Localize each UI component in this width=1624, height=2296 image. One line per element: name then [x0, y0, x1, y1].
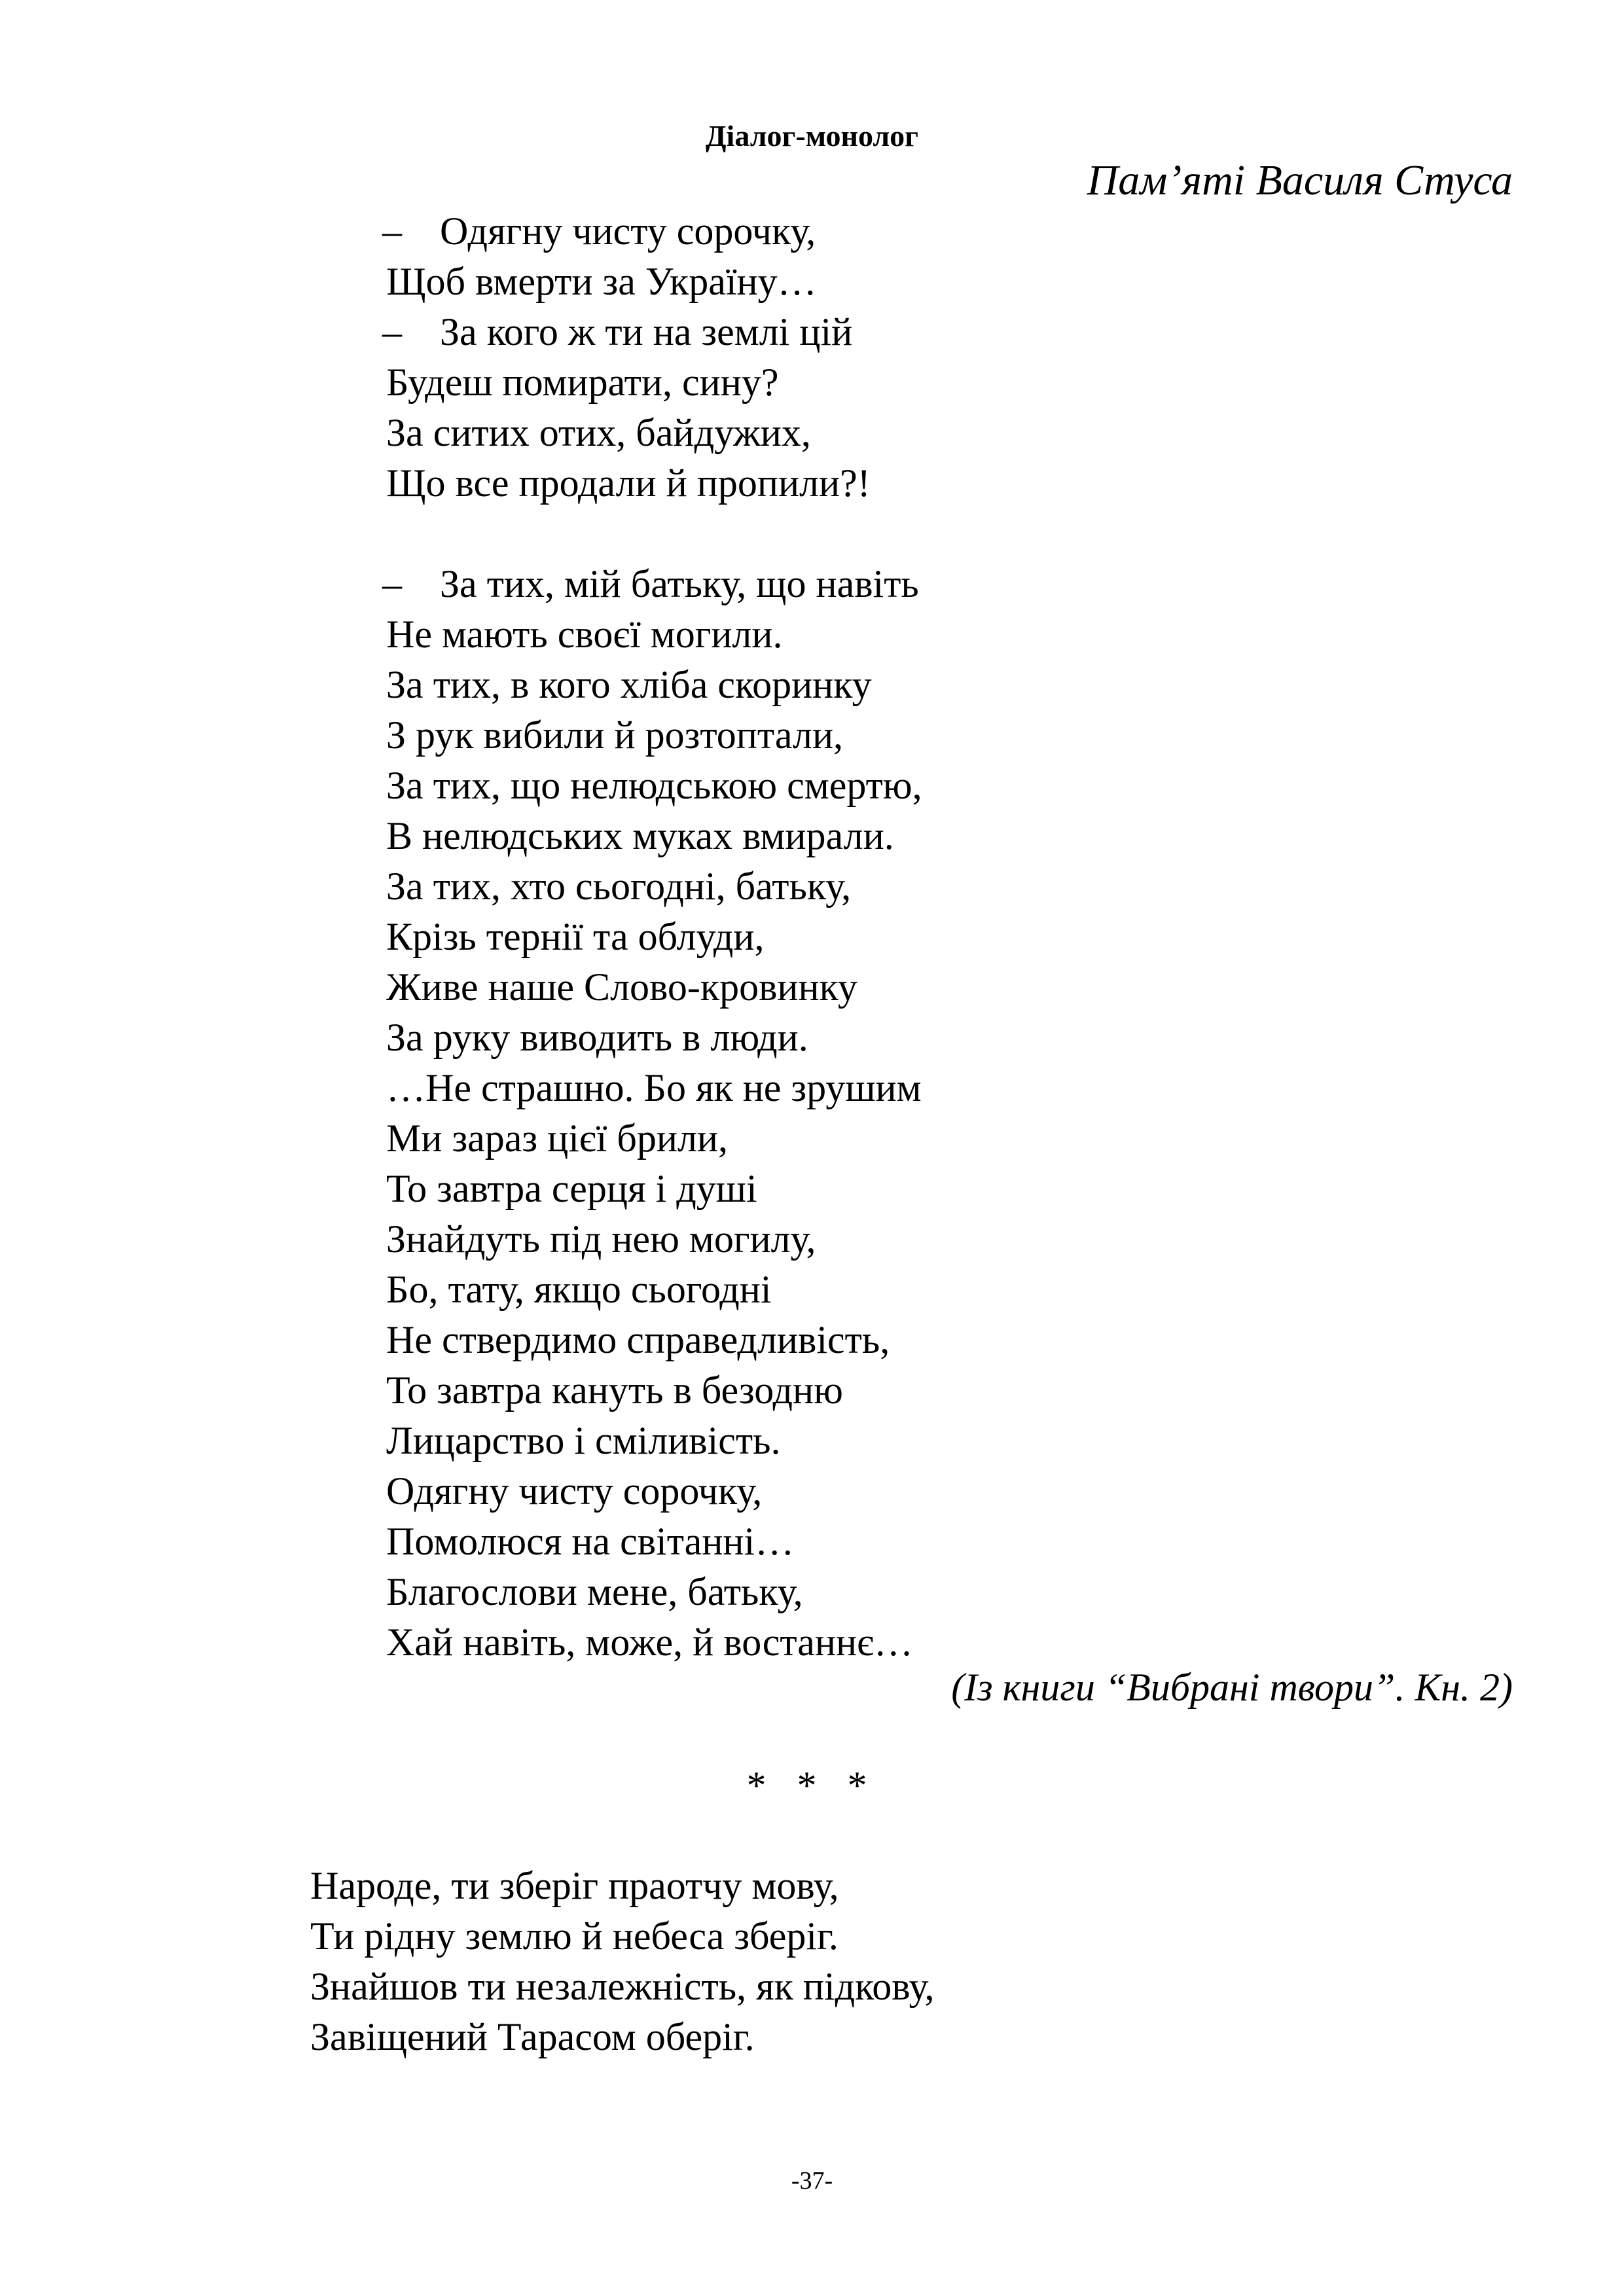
stanza [382, 559, 922, 1668]
poem-line [386, 1214, 922, 1265]
poem-line-text: За руку виводить в люди. [386, 1016, 808, 1059]
poem-untitled [310, 1861, 935, 2062]
poem-line [386, 257, 922, 307]
poem-line [386, 1164, 922, 1214]
poem-dialog-monolog [382, 206, 922, 1668]
poem-line [386, 458, 922, 509]
poem-line [386, 660, 922, 710]
poem-line-text: Не мають своєї могили. [386, 613, 783, 656]
poem-line [386, 1315, 922, 1365]
poem-line [386, 1113, 922, 1164]
poem-line-text: За тих, хто сьогодні, батьку, [386, 865, 852, 908]
poem-line [386, 357, 922, 408]
poem-line [386, 1617, 922, 1668]
poem-line-text: Ми зараз цієї брили, [386, 1117, 729, 1160]
poem-line-text: В нелюдських муках вмирали. [386, 814, 894, 857]
poem-dedication: Пам’яті Василя Стуса [1087, 156, 1513, 204]
poem-line [386, 408, 922, 458]
poem-line [386, 1063, 922, 1113]
poem-line-text: Будеш помирати, сину? [386, 361, 779, 404]
poem-line-text: Живе наше Слово-кровинку [386, 965, 857, 1009]
poem-line-text: За кого ж ти на землі цій [440, 310, 853, 353]
poem-line-text: Хай навіть, може, й востаннє… [386, 1621, 913, 1664]
source-citation: (Із книги “Вибрані твори”. Кн. 2) [951, 1666, 1513, 1709]
page-number: -37- [791, 2167, 833, 2195]
poem-line-text: Одягну чисту сорочку, [440, 209, 816, 253]
poem-line-text: То завтра кануть в безодню [386, 1369, 843, 1412]
poem-line-text: За тих, в кого хліба скоринку [386, 663, 872, 706]
poem-line: Народе, ти зберіг праотчу мову, [310, 1864, 839, 1907]
poem-line-text: Помолюся на світанні… [386, 1520, 795, 1563]
poem-line [386, 861, 922, 912]
poem-line-text: То завтра серця і душі [386, 1167, 757, 1210]
poem-line [386, 1265, 922, 1315]
stanza-break [386, 509, 922, 559]
poem-title: Діалог-монолог [705, 119, 919, 152]
poem-line [386, 1516, 922, 1567]
poem-line-text: Лицарство і сміливість. [386, 1419, 781, 1462]
poem-line [386, 962, 922, 1013]
poem-line-text: Не ствердимо справедливість, [386, 1318, 890, 1361]
dialogue-dash: – [382, 209, 402, 253]
dialogue-dash: – [382, 562, 402, 605]
poem-line-text: Благослови мене, батьку, [386, 1570, 803, 1613]
poem-line [386, 1466, 922, 1516]
poem-line [386, 609, 922, 660]
poem-line-text: Крізь тернії та облуди, [386, 915, 765, 958]
poem-line-text: З рук вибили й розтоптали, [386, 713, 844, 757]
poem-line [382, 307, 922, 357]
poem-line [386, 811, 922, 861]
poem-line: Завіщений Тарасом оберіг. [310, 2015, 755, 2058]
poem-line [382, 559, 922, 609]
poem-line: Знайшов ти незалежність, як підкову, [310, 1965, 935, 2008]
poem-line [386, 1365, 922, 1416]
poem-line-text: Щоб вмерти за Україну… [386, 260, 817, 303]
poem-line-text: Одягну чисту сорочку, [386, 1469, 763, 1513]
poem-line [386, 1567, 922, 1617]
poem-line [386, 710, 922, 761]
poem-line-text: За тих, що нелюдською смертю, [386, 764, 922, 807]
poem-line [382, 206, 922, 257]
poem-line [386, 1416, 922, 1466]
poem-line-text: За тих, мій батьку, що навіть [440, 562, 919, 605]
poem-line [386, 912, 922, 962]
poem-line-text: Що все продали й пропили?! [386, 461, 871, 505]
dialogue-dash: – [382, 310, 402, 353]
poem-line [386, 761, 922, 811]
stanza [382, 206, 922, 509]
section-separator: * * * [746, 1764, 878, 1807]
poem-line-text: Бо, тату, якщо сьогодні [386, 1268, 772, 1311]
poem-line [386, 1013, 922, 1063]
poem-line: Ти рідну землю й небеса зберіг. [310, 1914, 839, 1958]
poem-line-text: Знайдуть під нею могилу, [386, 1217, 816, 1261]
poem-line-text: …Не страшно. Бо як не зрушим [386, 1066, 922, 1109]
poem-line-text: За ситих отих, байдужих, [386, 411, 811, 454]
